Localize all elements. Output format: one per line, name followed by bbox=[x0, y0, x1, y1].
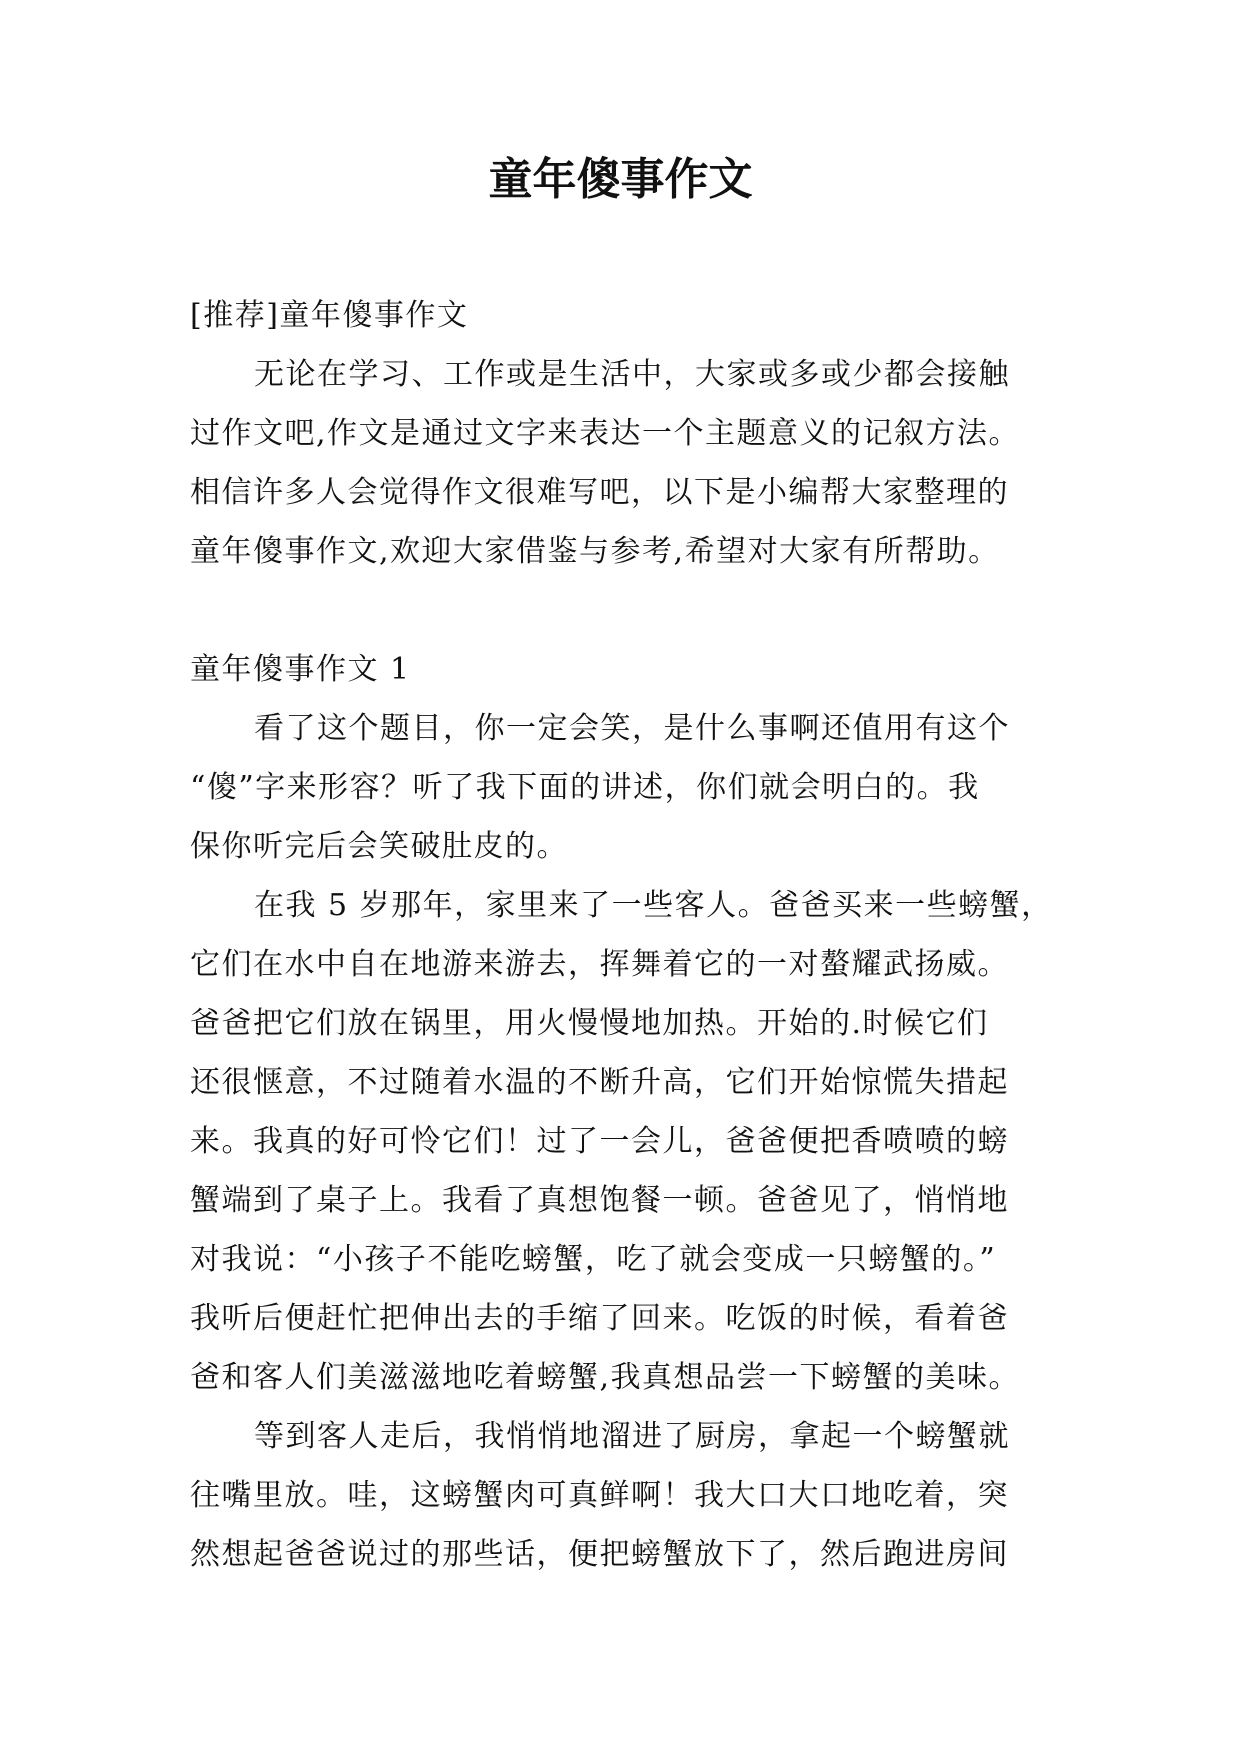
text-line: 它们在水中自在地游来游去，挥舞着它的一对螯耀武扬威。 bbox=[190, 947, 1009, 982]
text-line: 童年傻事作文,欢迎大家借鉴与参考,希望对大家有所帮助。 bbox=[190, 534, 1000, 569]
text-line: 还很惬意，不过随着水温的不断升高，它们开始惊慌失措起 bbox=[190, 1065, 1009, 1100]
text-line: 爸和客人们美滋滋地吃着螃蟹,我真想品尝一下螃蟹的美味。 bbox=[190, 1360, 1021, 1395]
text-line: 过作文吧,作文是通过文字来表达一个主题意义的记叙方法。 bbox=[190, 416, 1021, 451]
text-line: 对我说：“小孩子不能吃螃蟹，吃了就会变成一只螃蟹的。” bbox=[190, 1242, 997, 1277]
text-line: 爸爸把它们放在锅里，用火慢慢地加热。开始的.时候它们 bbox=[190, 1006, 989, 1041]
text-line: 相信许多人会觉得作文很难写吧，以下是小编帮大家整理的 bbox=[190, 475, 1009, 510]
text-line: 蟹端到了桌子上。我看了真想饱餐一顿。爸爸见了，悄悄地 bbox=[190, 1183, 1009, 1218]
text-line: 在我 5 岁那年，家里来了一些客人。爸爸买来一些螃蟹， bbox=[254, 888, 1053, 923]
text-line: 然想起爸爸说过的那些话，便把螃蟹放下了，然后跑进房间 bbox=[190, 1537, 1009, 1572]
text-line: 看了这个题目，你一定会笑，是什么事啊还值用有这个 bbox=[254, 711, 1010, 746]
text-line: 等到客人走后，我悄悄地溜进了厨房，拿起一个螃蟹就 bbox=[254, 1419, 1010, 1454]
document-body bbox=[190, 286, 1053, 1584]
text-line: 我听后便赶忙把伸出去的手缩了回来。吃饭的时候，看着爸 bbox=[190, 1301, 1009, 1336]
text-line: [推荐]童年傻事作文 bbox=[190, 298, 469, 333]
text-line: 童年傻事作文 1 bbox=[190, 652, 411, 687]
blank-line bbox=[190, 581, 1050, 640]
document-title: 童年傻事作文 bbox=[488, 154, 753, 205]
text-line: 往嘴里放。哇，这螃蟹肉可真鲜啊！我大口大口地吃着，突 bbox=[190, 1478, 1009, 1513]
text-line: 保你听完后会笑破肚皮的。 bbox=[190, 829, 568, 864]
text-line: “傻”字来形容？听了我下面的讲述，你们就会明白的。我 bbox=[190, 770, 980, 805]
text-line: 无论在学习、工作或是生活中，大家或多或少都会接触 bbox=[254, 357, 1010, 392]
text-line: 来。我真的好可怜它们！过了一会儿，爸爸便把香喷喷的螃 bbox=[190, 1124, 1009, 1159]
